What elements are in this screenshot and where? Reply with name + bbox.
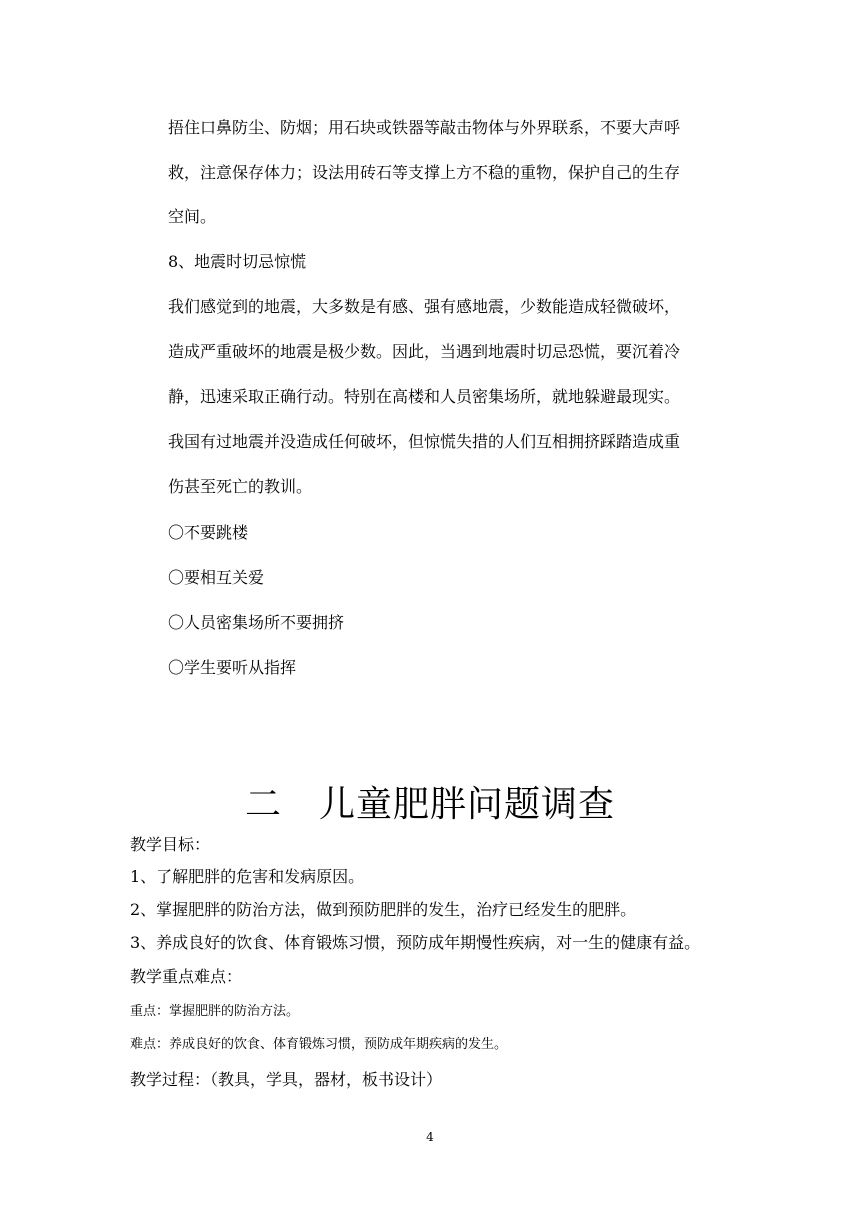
paragraph-line: 空间。 xyxy=(168,207,217,226)
list-item: 〇要相互关爱 xyxy=(168,568,265,587)
page-number: 4 xyxy=(426,1130,434,1144)
key-points-label: 教学重点难点： xyxy=(130,967,243,986)
key-point: 重点：掌握肥胖的防治方法。 xyxy=(130,1004,300,1019)
section-title: 二 儿童肥胖问题调查 xyxy=(244,784,615,825)
paragraph-line: 救，注意保存体力；设法用砖石等支撑上方不稳的重物，保护自己的生存 xyxy=(168,163,681,182)
goals-label: 教学目标： xyxy=(130,835,211,854)
goal-item: 3、养成良好的饮食、体育锻炼习惯，预防成年期慢性疾病，对一生的健康有益。 xyxy=(130,933,701,952)
paragraph-line: 伤甚至死亡的教训。 xyxy=(168,477,313,496)
list-item: 〇学生要听从指挥 xyxy=(168,658,297,677)
list-item: 〇不要跳楼 xyxy=(168,523,249,542)
paragraph-line: 造成严重破坏的地震是极少数。因此，当遇到地震时切忌恐慌，要沉着冷 xyxy=(168,342,681,361)
difficult-point: 难点：养成良好的饮食、体育锻炼习惯，预防成年期疾病的发生。 xyxy=(130,1037,508,1052)
goal-item: 2、掌握肥胖的防治方法，做到预防肥胖的发生，治疗已经发生的肥胖。 xyxy=(130,900,637,919)
paragraph-line: 静，迅速采取正确行动。特别在高楼和人员密集场所，就地躲避最现实。 xyxy=(168,387,681,406)
subheading: 8、地震时切忌惊慌 xyxy=(168,252,307,271)
paragraph-line: 我国有过地震并没造成任何破坏，但惊慌失措的人们互相拥挤踩踏造成重 xyxy=(168,432,681,451)
list-item: 〇人员密集场所不要拥挤 xyxy=(168,613,345,632)
paragraph-line: 我们感觉到的地震，大多数是有感、强有感地震，少数能造成轻微破坏， xyxy=(168,297,681,316)
process-label: 教学过程：（教具，学具，器材，板书设计） xyxy=(130,1070,443,1089)
goal-item: 1、了解肥胖的危害和发病原因。 xyxy=(130,867,365,886)
paragraph-line: 捂住口鼻防尘、防烟；用石块或铁器等敲击物体与外界联系，不要大声呼 xyxy=(168,118,681,137)
